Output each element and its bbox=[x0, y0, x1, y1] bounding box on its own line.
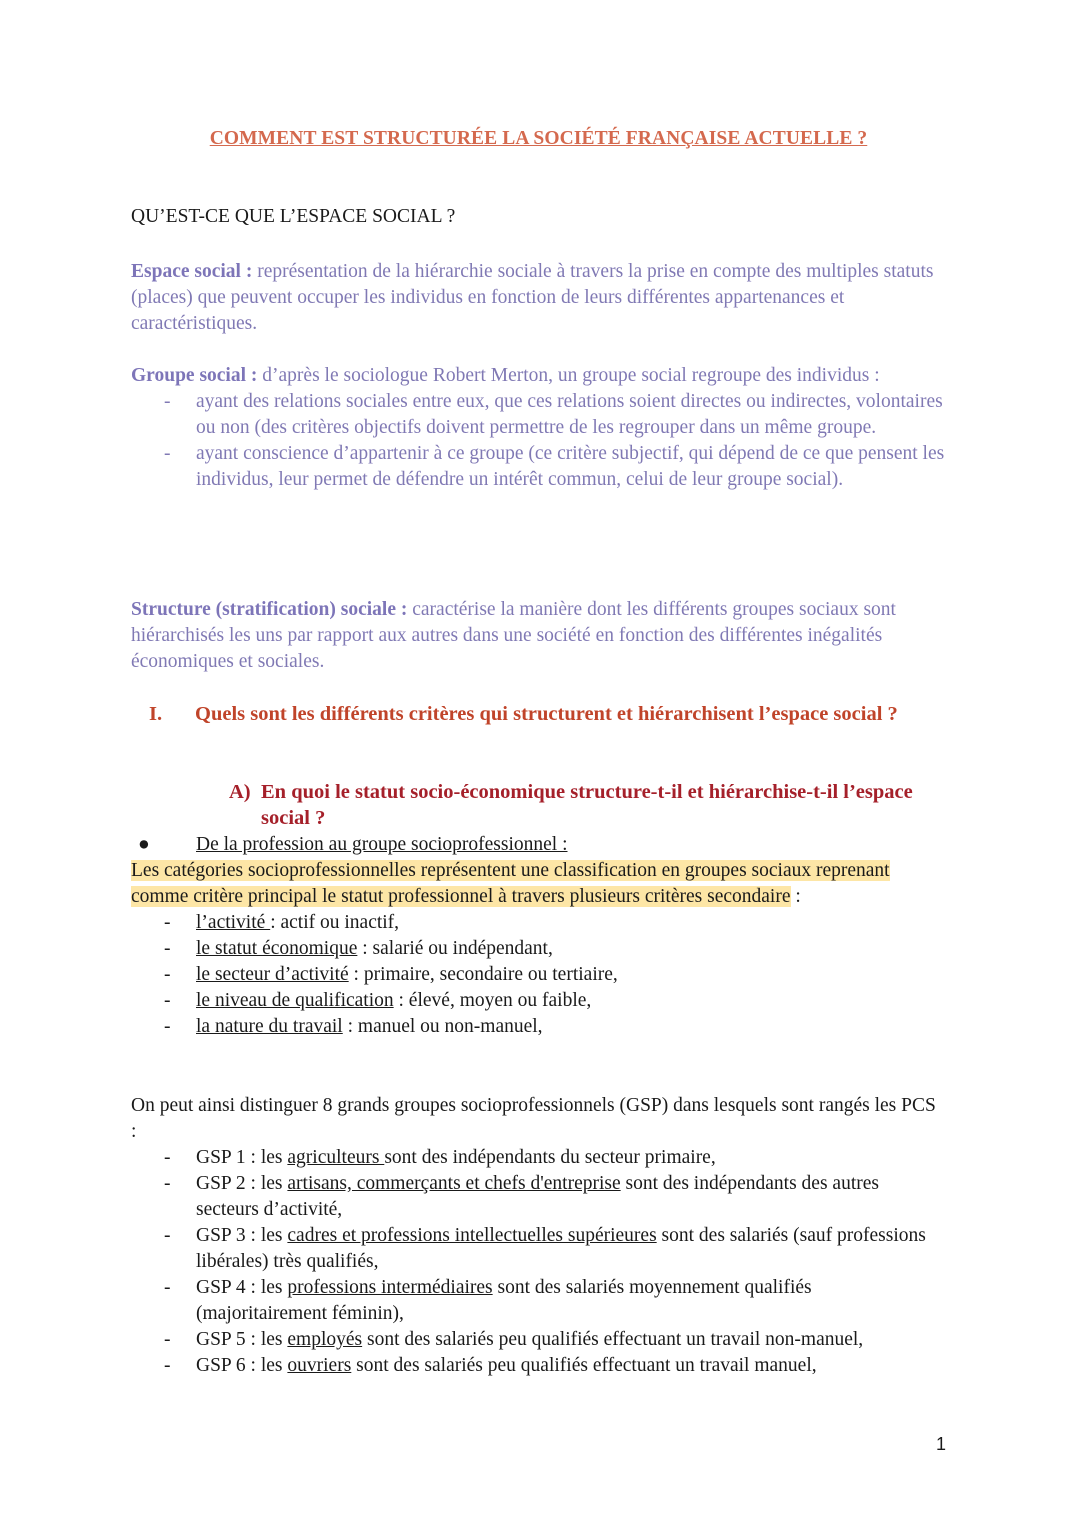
highlighted-text: Les catégories socioprofessionnelles représentent une classification en groupes sociaux reprenant comme critère principal le statut professionnel à travers plusieurs critères secondaire bbox=[131, 860, 890, 907]
list-item: - ayant des relations sociales entre eux, que ces relations soient directes ou indirectes, volontaires ou non (des critères objectifs doivent permettre de les regrouper dans un même groupe. bbox=[164, 391, 943, 438]
definition-term: Structure (stratification) sociale : bbox=[131, 599, 408, 620]
question-heading: QU’EST-CE QUE L’ESPACE SOCIAL ? bbox=[131, 206, 456, 227]
definition-groupe-social bbox=[131, 363, 946, 493]
definition-text: représentation de la hiérarchie sociale à travers la prise en compte des multiples statuts (places) que peuvent occuper les individus en fonction de leurs différentes appartenances et caractéristiques. bbox=[131, 261, 934, 334]
csp-paragraph: Les catégories socioprofessionnelles représentent une classification en groupes sociaux reprenant comme critère principal le statut professionnel à travers plusieurs critères secondaire : - l’activité : actif ou inactif, - le statut économique : salarié ou indépendant, - le secteur d’activité : primaire, secondaire ou tertiaire, - le niveau de qualification : élevé, moyen ou faible, - la nature du travail : manuel ou non-manuel, bbox=[131, 858, 946, 1040]
list-item: - le secteur d’activité : primaire, secondaire ou tertiaire, bbox=[164, 964, 618, 985]
list-item: - GSP 3 : les cadres et professions intellectuelles supérieures sont des salariés (sauf professions libérales) très qualifiés, bbox=[164, 1225, 926, 1272]
list-item: - le niveau de qualification : élevé, moyen ou faible, bbox=[164, 990, 592, 1011]
section-number: I. bbox=[149, 703, 163, 725]
gsp-intro: On peut ainsi distinguer 8 grands groupes socioprofessionnels (GSP) dans lesquels sont rangés les PCS : bbox=[131, 1095, 936, 1142]
list-item: - l’activité : actif ou inactif, bbox=[164, 912, 400, 933]
bullet-text: De la profession au groupe socioprofessionnel : bbox=[196, 834, 568, 855]
list-item: - GSP 4 : les professions intermédiaires sont des salariés moyennement qualifiés (majoritairement féminin), bbox=[164, 1277, 812, 1324]
list-item: - GSP 2 : les artisans, commerçants et chefs d'entreprise sont des indépendants des autres secteurs d’activité, bbox=[164, 1173, 879, 1220]
list-item: - le statut économique : salarié ou indépendant, bbox=[164, 938, 553, 959]
groupe-social-list bbox=[131, 389, 946, 493]
bullet-icon: ● bbox=[138, 834, 150, 855]
list-item: - GSP 5 : les employés sont des salariés peu qualifiés effectuant un travail non-manuel, bbox=[164, 1329, 864, 1350]
definition-term: Espace social : bbox=[131, 261, 253, 282]
definition-term: Groupe social : bbox=[131, 365, 258, 386]
gsp-list bbox=[131, 1145, 946, 1379]
list-item: - GSP 1 : les agriculteurs sont des indépendants du secteur primaire, bbox=[164, 1147, 716, 1168]
definition-text: d’après le sociologue Robert Merton, un groupe social regroupe des individus : bbox=[257, 365, 880, 386]
list-item: - GSP 6 : les ouvriers sont des salariés peu qualifiés effectuant un travail manuel, bbox=[164, 1355, 817, 1376]
page-number: 1 bbox=[936, 1434, 947, 1454]
subsection-title: En quoi le statut socio-économique structure-t-il et hiérarchise-t-il l’espace social ? bbox=[261, 781, 913, 829]
gsp-paragraph bbox=[131, 1093, 946, 1379]
document-title: COMMENT EST STRUCTURÉE LA SOCIÉTÉ FRANÇAISE ACTUELLE ? bbox=[209, 128, 868, 149]
subsection-number: A) bbox=[229, 781, 251, 803]
list-item: - la nature du travail : manuel ou non-manuel, bbox=[164, 1016, 543, 1037]
definition-text: caractérise la manière dont les différents groupes sociaux sont hiérarchisés les uns par rapport aux autres dans une société en fonction des différentes inégalités économiques et sociales. bbox=[131, 599, 896, 672]
section-title: Quels sont les différents critères qui structurent et hiérarchisent l’espace social ? bbox=[195, 703, 898, 725]
list-item: - ayant conscience d’appartenir à ce groupe (ce critère subjectif, qui dépend de ce que pensent les individus, leur permet de défendre un intérêt commun, celui de leur groupe social). bbox=[164, 443, 945, 490]
criteria-list bbox=[131, 910, 946, 1040]
definition-espace-social bbox=[131, 259, 946, 337]
definition-structure-sociale bbox=[131, 597, 946, 675]
